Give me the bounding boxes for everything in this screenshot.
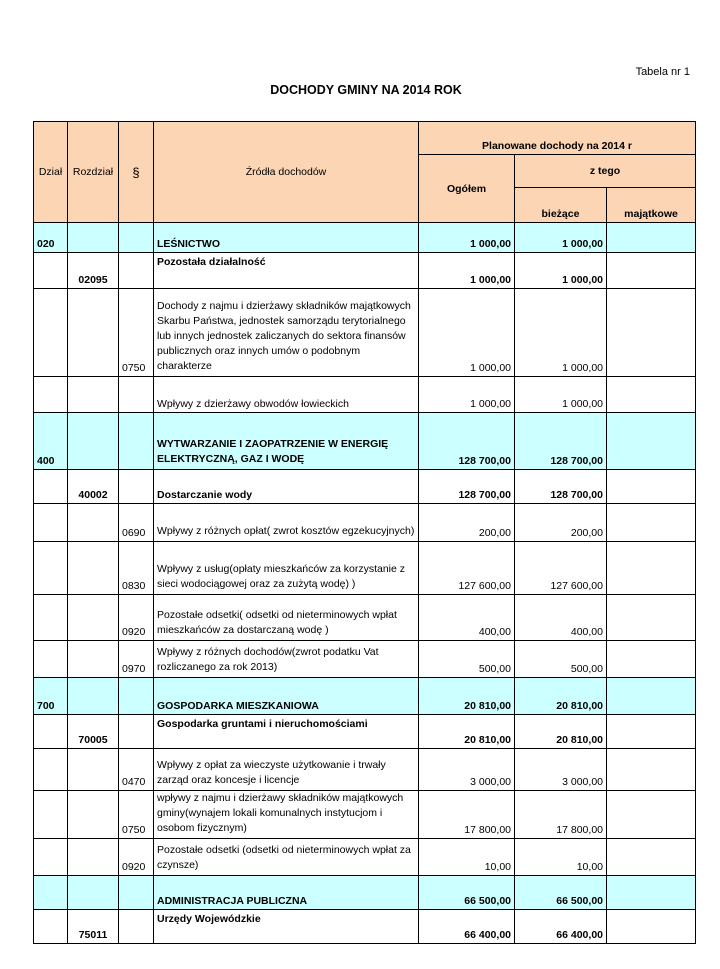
cell-ogolem: 10,00 bbox=[419, 839, 515, 876]
cell-paragraf: 0690 bbox=[119, 504, 154, 542]
cell-rozdzial bbox=[68, 223, 119, 253]
cell-dzial bbox=[34, 542, 68, 595]
cell-paragraf bbox=[119, 223, 154, 253]
cell-biezace: 1 000,00 bbox=[515, 289, 607, 377]
cell-majatkowe bbox=[607, 678, 696, 715]
cell-ogolem: 1 000,00 bbox=[419, 289, 515, 377]
cell-text: Wpływy z różnych dochodów(zwrot podatku Vat rozliczanego za rok 2013) bbox=[154, 641, 419, 678]
cell-text: Dochody z najmu i dzierżawy składników majątkowych Skarbu Państwa, jednostek samorządu terytorialnego lub innych jednostek zaliczanych do sektora finansów publicznych oraz innych umów o podobnym charakterze bbox=[154, 289, 419, 377]
table-row bbox=[34, 678, 696, 715]
cell-majatkowe bbox=[607, 253, 696, 289]
cell-ogolem: 128 700,00 bbox=[419, 470, 515, 504]
table-row bbox=[34, 839, 696, 876]
cell-ogolem: 1 000,00 bbox=[419, 253, 515, 289]
cell-majatkowe bbox=[607, 413, 696, 470]
cell-biezace: 1 000,00 bbox=[515, 253, 607, 289]
cell-ogolem: 128 700,00 bbox=[419, 413, 515, 470]
cell-rozdzial bbox=[68, 542, 119, 595]
cell-majatkowe bbox=[607, 289, 696, 377]
cell-paragraf: 0830 bbox=[119, 542, 154, 595]
cell-ogolem: 127 600,00 bbox=[419, 542, 515, 595]
cell-majatkowe bbox=[607, 641, 696, 678]
cell-ogolem: 66 500,00 bbox=[419, 876, 515, 910]
cell-text: LEŚNICTWO bbox=[154, 223, 419, 253]
table-row bbox=[34, 253, 696, 289]
cell-paragraf: 0970 bbox=[119, 641, 154, 678]
cell-majatkowe bbox=[607, 839, 696, 876]
cell-rozdzial: 02095 bbox=[68, 253, 119, 289]
cell-dzial bbox=[34, 715, 68, 749]
cell-dzial bbox=[34, 839, 68, 876]
table-row bbox=[34, 377, 696, 413]
table-row bbox=[34, 413, 696, 470]
cell-dzial bbox=[34, 470, 68, 504]
cell-biezace: 128 700,00 bbox=[515, 413, 607, 470]
budget-table bbox=[33, 121, 696, 944]
cell-dzial bbox=[34, 910, 68, 944]
cell-dzial bbox=[34, 289, 68, 377]
cell-biezace: 66 400,00 bbox=[515, 910, 607, 944]
cell-majatkowe bbox=[607, 715, 696, 749]
cell-majatkowe bbox=[607, 470, 696, 504]
cell-biezace: 66 500,00 bbox=[515, 876, 607, 910]
cell-rozdzial bbox=[68, 839, 119, 876]
table-row bbox=[34, 749, 696, 791]
cell-ogolem: 500,00 bbox=[419, 641, 515, 678]
cell-dzial bbox=[34, 595, 68, 641]
cell-ogolem: 17 800,00 bbox=[419, 791, 515, 839]
cell-rozdzial bbox=[68, 289, 119, 377]
header-majatkowe: majątkowe bbox=[607, 188, 696, 223]
cell-rozdzial bbox=[68, 504, 119, 542]
cell-paragraf: 0920 bbox=[119, 595, 154, 641]
cell-dzial bbox=[34, 791, 68, 839]
cell-ogolem: 1 000,00 bbox=[419, 223, 515, 253]
cell-dzial bbox=[34, 377, 68, 413]
table-row bbox=[34, 470, 696, 504]
cell-rozdzial bbox=[68, 641, 119, 678]
cell-rozdzial: 40002 bbox=[68, 470, 119, 504]
cell-ogolem: 20 810,00 bbox=[419, 715, 515, 749]
cell-text: Urzędy Wojewódzkie bbox=[154, 910, 419, 944]
cell-ogolem: 20 810,00 bbox=[419, 678, 515, 715]
cell-paragraf: 0750 bbox=[119, 791, 154, 839]
table-row bbox=[34, 542, 696, 595]
cell-text: WYTWARZANIE I ZAOPATRZENIE W ENERGIĘ ELEKTRYCZNĄ, GAZ I WODĘ bbox=[154, 413, 419, 470]
table-number-label: Tabela nr 1 bbox=[635, 66, 690, 78]
cell-paragraf: 0920 bbox=[119, 839, 154, 876]
cell-biezace: 10,00 bbox=[515, 839, 607, 876]
cell-biezace: 128 700,00 bbox=[515, 470, 607, 504]
cell-dzial: 700 bbox=[34, 678, 68, 715]
cell-biezace: 400,00 bbox=[515, 595, 607, 641]
table-row bbox=[34, 289, 696, 377]
cell-rozdzial bbox=[68, 678, 119, 715]
header-ogolem: Ogółem bbox=[419, 155, 515, 223]
cell-dzial bbox=[34, 641, 68, 678]
cell-paragraf bbox=[119, 377, 154, 413]
cell-dzial bbox=[34, 876, 68, 910]
table-row bbox=[34, 715, 696, 749]
table-row bbox=[34, 223, 696, 253]
cell-paragraf bbox=[119, 876, 154, 910]
cell-dzial bbox=[34, 253, 68, 289]
cell-majatkowe bbox=[607, 749, 696, 791]
cell-paragraf bbox=[119, 253, 154, 289]
cell-text: Wpływy z dzierżawy obwodów łowieckich bbox=[154, 377, 419, 413]
cell-rozdzial bbox=[68, 413, 119, 470]
header-planowane: Planowane dochody na 2014 r bbox=[419, 122, 696, 155]
cell-rozdzial bbox=[68, 377, 119, 413]
cell-dzial bbox=[34, 504, 68, 542]
cell-text: GOSPODARKA MIESZKANIOWA bbox=[154, 678, 419, 715]
cell-paragraf: 0470 bbox=[119, 749, 154, 791]
cell-biezace: 200,00 bbox=[515, 504, 607, 542]
cell-ogolem: 400,00 bbox=[419, 595, 515, 641]
header-z-tego: z tego bbox=[515, 155, 696, 188]
cell-rozdzial bbox=[68, 876, 119, 910]
cell-paragraf bbox=[119, 470, 154, 504]
header-dzial: Dział bbox=[34, 122, 68, 223]
cell-paragraf bbox=[119, 910, 154, 944]
cell-text: Pozostała działalność bbox=[154, 253, 419, 289]
table-row bbox=[34, 876, 696, 910]
cell-majatkowe bbox=[607, 377, 696, 413]
cell-rozdzial bbox=[68, 749, 119, 791]
cell-biezace: 20 810,00 bbox=[515, 715, 607, 749]
cell-text: Dostarczanie wody bbox=[154, 470, 419, 504]
cell-dzial bbox=[34, 749, 68, 791]
table-row bbox=[34, 910, 696, 944]
cell-majatkowe bbox=[607, 542, 696, 595]
cell-dzial: 400 bbox=[34, 413, 68, 470]
cell-biezace: 127 600,00 bbox=[515, 542, 607, 595]
cell-paragraf bbox=[119, 413, 154, 470]
header-biezace: bieżące bbox=[515, 188, 607, 223]
cell-paragraf bbox=[119, 715, 154, 749]
cell-ogolem: 200,00 bbox=[419, 504, 515, 542]
cell-rozdzial bbox=[68, 595, 119, 641]
cell-biezace: 3 000,00 bbox=[515, 749, 607, 791]
cell-majatkowe bbox=[607, 910, 696, 944]
cell-rozdzial: 70005 bbox=[68, 715, 119, 749]
cell-paragraf: 0750 bbox=[119, 289, 154, 377]
cell-majatkowe bbox=[607, 595, 696, 641]
cell-text: Wpływy z opłat za wieczyste użytkowanie i trwały zarząd oraz koncesje i licencje bbox=[154, 749, 419, 791]
cell-text: Pozostałe odsetki( odsetki od nieterminowych wpłat mieszkańców za dostarczaną wodę ) bbox=[154, 595, 419, 641]
cell-majatkowe bbox=[607, 876, 696, 910]
page-title: DOCHODY GMINY NA 2014 ROK bbox=[270, 83, 462, 97]
cell-text: Wpływy z różnych opłat( zwrot kosztów egzekucyjnych) bbox=[154, 504, 419, 542]
cell-biezace: 17 800,00 bbox=[515, 791, 607, 839]
cell-text: ADMINISTRACJA PUBLICZNA bbox=[154, 876, 419, 910]
cell-biezace: 1 000,00 bbox=[515, 377, 607, 413]
table-row bbox=[34, 641, 696, 678]
cell-text: Wpływy z usług(opłaty mieszkańców za korzystanie z sieci wodociągowej oraz za zużytą wodę) ) bbox=[154, 542, 419, 595]
cell-rozdzial bbox=[68, 791, 119, 839]
table-row bbox=[34, 504, 696, 542]
cell-text: Pozostałe odsetki (odsetki od nieterminowych wpłat za czynsze) bbox=[154, 839, 419, 876]
cell-ogolem: 1 000,00 bbox=[419, 377, 515, 413]
cell-biezace: 500,00 bbox=[515, 641, 607, 678]
cell-text: wpływy z najmu i dzierżawy składników majątkowych gminy(wynajem lokali komunalnych instytucjom i osobom fizycznym) bbox=[154, 791, 419, 839]
cell-majatkowe bbox=[607, 504, 696, 542]
header-rozdzial: Rozdział bbox=[68, 122, 119, 223]
header-paragraf: § bbox=[119, 122, 154, 223]
cell-text: Gospodarka gruntami i nieruchomościami bbox=[154, 715, 419, 749]
cell-majatkowe bbox=[607, 791, 696, 839]
cell-majatkowe bbox=[607, 223, 696, 253]
table-row bbox=[34, 595, 696, 641]
cell-biezace: 20 810,00 bbox=[515, 678, 607, 715]
cell-dzial: 020 bbox=[34, 223, 68, 253]
header-zrodla: Źródła dochodów bbox=[154, 122, 419, 223]
cell-biezace: 1 000,00 bbox=[515, 223, 607, 253]
cell-rozdzial: 75011 bbox=[68, 910, 119, 944]
cell-ogolem: 66 400,00 bbox=[419, 910, 515, 944]
cell-ogolem: 3 000,00 bbox=[419, 749, 515, 791]
cell-paragraf bbox=[119, 678, 154, 715]
table-row bbox=[34, 791, 696, 839]
